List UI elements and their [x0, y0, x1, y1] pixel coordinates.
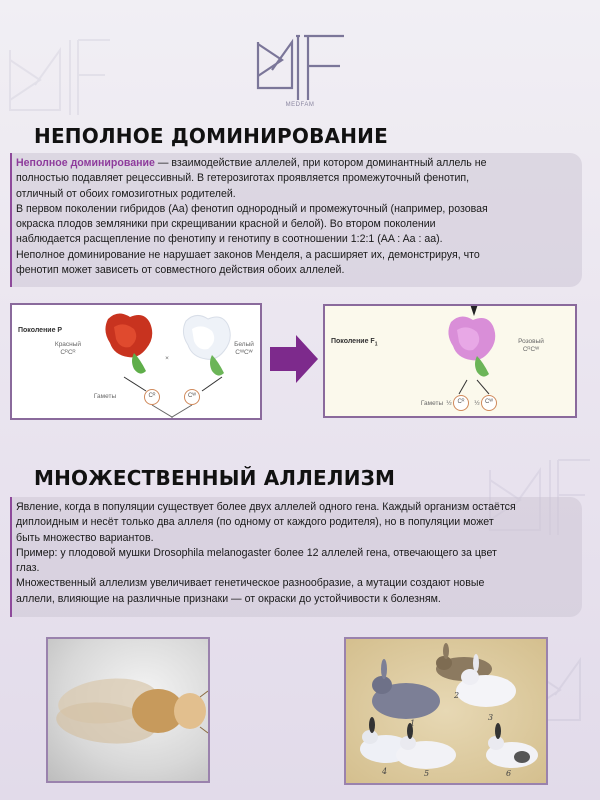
red-label: Красный [54, 341, 82, 348]
pink-genotype: CᴿCᵂ [522, 346, 540, 353]
text-line: отличный от обоих гомозиготных родителей. [16, 187, 236, 200]
red-genotype: CᴿCᴿ [60, 349, 76, 356]
f1-title-sub: 1 [374, 341, 378, 348]
gamete-red: Cᴿ [453, 395, 469, 411]
right-arrow-icon [268, 333, 320, 385]
logo-subtitle: MEDFAM [285, 102, 315, 108]
text-line: Явление, когда в популяции существует более двух аллелей одного гена. Каждый организм остаётся [16, 501, 516, 513]
gamete-red: Cᴿ [144, 389, 160, 405]
rabbit-number: 6 [506, 769, 512, 778]
text-line: диплоидным и несёт только два аллеля (по одному от каждого родителя), но в популяции может [16, 516, 494, 529]
rabbit-5 [396, 723, 456, 769]
drosophila-photo [46, 637, 210, 783]
white-genotype: CᵂCᵂ [235, 349, 253, 356]
gamete-white: Cᵂ [184, 389, 200, 405]
term-highlight: Неполное доминирование [16, 157, 155, 169]
cross-symbol: × [165, 355, 169, 362]
text-line: наблюдается расщепление по фенотипу и генотипу в соотношении 1:2:1 (AA : Aa : aa). [16, 233, 443, 246]
pink-label: Розовый [518, 338, 544, 345]
f1-generation-diagram [323, 304, 577, 418]
text-line: В первом поколении гибридов (Aa) фенотип однородный и промежуточный (например, розовая [16, 202, 488, 215]
rabbit-number: 1 [410, 719, 416, 728]
text-line: окраска плодов земляники при скрещивании красной и белой). Во втором поколении [16, 218, 436, 231]
text-line: Неполное доминирование не нарушает законов Менделя, а расширяет их, демонстрируя, что [16, 248, 480, 261]
section-title-multiple-allelism: МНОЖЕСТВЕННЫЙ АЛЛЕЛИЗМ [34, 466, 396, 490]
text-line: быть множество вариантов. [16, 531, 154, 544]
rabbit-number: 3 [488, 713, 494, 722]
text-line: Множественный аллелизм увеличивает генетическое разнообразие, а мутации создают новые [16, 577, 485, 590]
gamete-arrows [12, 305, 262, 420]
incomplete-dominance-text [10, 153, 582, 287]
rabbit-1 [372, 659, 440, 719]
rabbits-photo [344, 637, 548, 785]
text-line [16, 156, 576, 171]
text-fragment: — взаимодействие аллелей, при котором доминантный аллель не [154, 157, 487, 169]
rabbits-image [346, 639, 546, 783]
rabbit-6 [486, 723, 538, 768]
text-line: глаз. [16, 562, 40, 575]
fly-image [48, 639, 208, 781]
generation-p-title: Поколение P [18, 327, 63, 334]
watermark-logo [0, 20, 110, 120]
section-title-incomplete-dominance: НЕПОЛНОЕ ДОМИНИРОВАНИЕ [34, 124, 388, 148]
rabbit-number: 5 [424, 769, 430, 778]
parent-generation-diagram [10, 303, 262, 420]
text-line: аллели, влияющие на различные признаки — от окраски до устойчивости к болезням. [16, 592, 441, 605]
rabbit-number: 4 [382, 767, 388, 776]
f1-title-text: Поколение F [331, 338, 375, 345]
gametes-label: Гаметы [93, 393, 117, 400]
text-line: фенотип может зависеть от совместного действия обоих аллелей. [16, 264, 345, 277]
white-label: Белый [234, 341, 254, 348]
gamete-white: Cᵂ [481, 395, 497, 411]
text-line: Пример: у плодовой мушки Drosophila melanogaster более 12 аллелей гена, отвечающего за цвет [16, 546, 497, 559]
fraction-label: ½ [474, 400, 480, 407]
rabbit-number: 2 [454, 691, 460, 700]
text-line: полностью подавляет рецессивный. В гетерозиготах проявляется промежуточный фенотип, [16, 172, 470, 185]
fraction-label: ½ [446, 400, 452, 407]
gametes-label: Гаметы [420, 400, 444, 407]
medfam-logo [252, 30, 348, 100]
multiple-allelism-text [10, 497, 582, 617]
